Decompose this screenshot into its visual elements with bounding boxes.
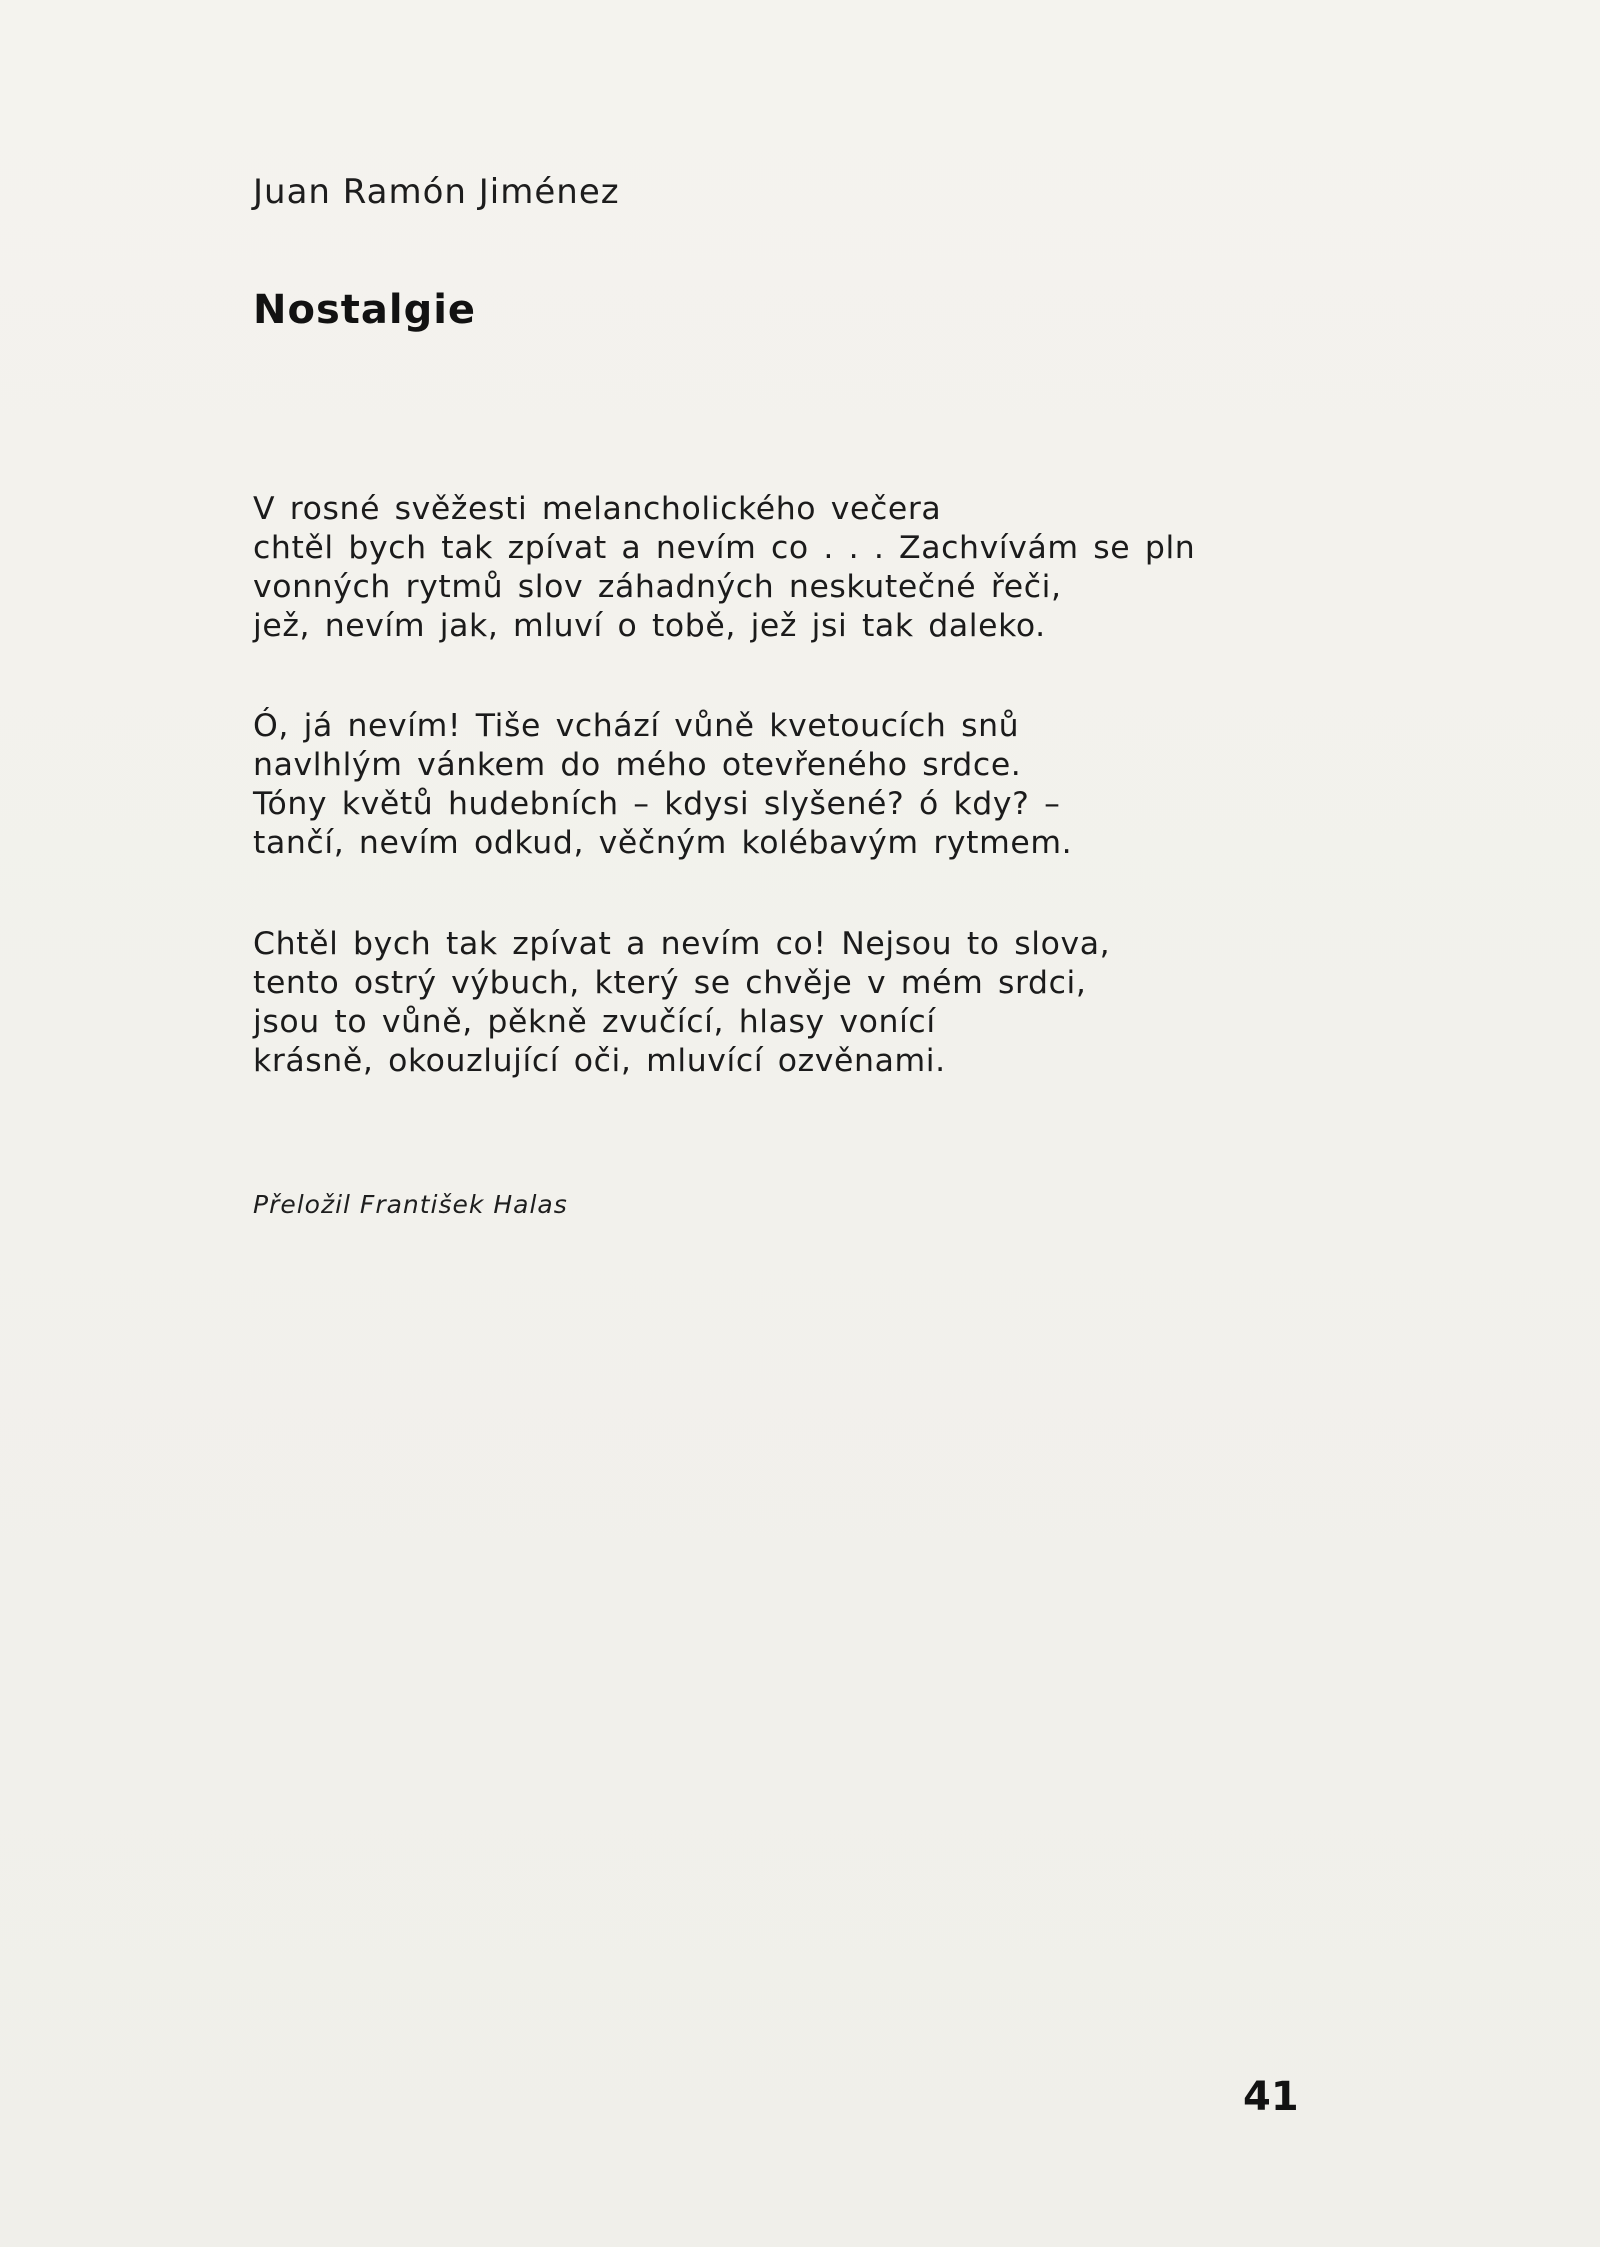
poem-line: Ó, já nevím! Tiše vchází vůně kvetoucích snů (253, 708, 1020, 744)
poem-line: krásně, okouzlující oči, mluvící ozvěnami. (253, 1043, 946, 1079)
stanza-1 (253, 490, 1253, 646)
poem-line: V rosné svěžesti melancholického večera (253, 491, 942, 527)
poem-line: jsou to vůně, pěkně zvučící, hlasy vonící (253, 1004, 936, 1040)
poem-line: tančí, nevím odkud, věčným kolébavým rytmem. (253, 825, 1073, 861)
poem-line: chtěl bych tak zpívat a nevím co . . . Zachvívám se pln (253, 530, 1196, 566)
page-number: 41 (1243, 2074, 1299, 2120)
translator-credit: Přeložil František Halas (253, 1190, 568, 1219)
poem-line: vonných rytmů slov záhadných neskutečné řeči, (253, 569, 1062, 605)
stanza-3 (253, 925, 1253, 1081)
poem-line: Tóny květů hudebních – kdysi slyšené? ó kdy? – (253, 786, 1061, 822)
author-name: Juan Ramón Jiménez (253, 172, 620, 212)
poem-line: tento ostrý výbuch, který se chvěje v mém srdci, (253, 965, 1087, 1001)
poem-line: Chtěl bych tak zpívat a nevím co! Nejsou to slova, (253, 926, 1111, 962)
poem-line: jež, nevím jak, mluví o tobě, jež jsi tak daleko. (253, 608, 1046, 644)
poem-line: navlhlým vánkem do mého otevřeného srdce. (253, 747, 1022, 783)
stanza-2 (253, 707, 1253, 863)
poem-title: Nostalgie (253, 287, 477, 333)
